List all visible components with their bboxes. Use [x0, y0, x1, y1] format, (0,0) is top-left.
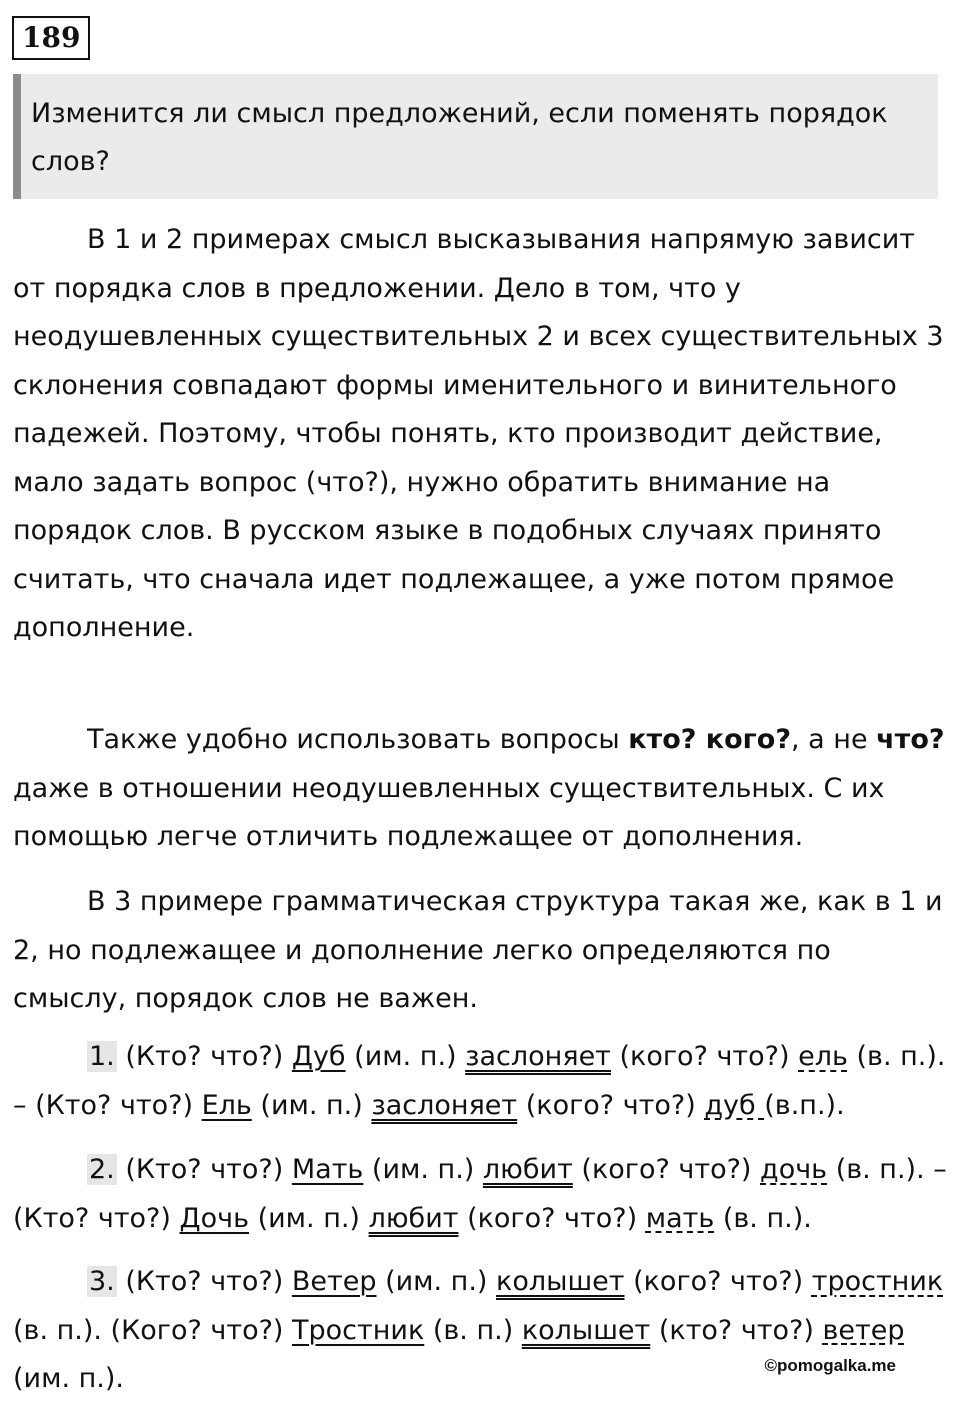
- example-text: (в. п.). – (Кто? что?): [13, 1154, 947, 1234]
- object-word: дуб: [704, 1089, 765, 1121]
- example-label: 3.: [89, 1266, 115, 1297]
- subject-word: Дочь: [179, 1202, 249, 1234]
- example-text: (им. п.).: [13, 1363, 124, 1394]
- example-text: (им. п.): [251, 1089, 372, 1121]
- subject-word: Ель: [201, 1089, 252, 1121]
- example-text: (в.п.).: [764, 1089, 845, 1121]
- example-text: (кого? что?): [572, 1154, 761, 1185]
- example-text: (Кто? что?): [116, 1154, 292, 1185]
- question-text: Изменится ли смысл предложений, если поменять порядок слов?: [31, 98, 888, 177]
- example-text: (в. п.). (Кого? что?): [13, 1314, 293, 1346]
- object-word: дочь: [760, 1154, 828, 1185]
- example-label: 2.: [89, 1154, 115, 1185]
- example-text: (кого? что?): [610, 1041, 799, 1072]
- subject-word: Тростник: [292, 1314, 425, 1346]
- example-2: [13, 1146, 948, 1243]
- example-text: (Кто? что?): [116, 1266, 292, 1297]
- example-3: [13, 1258, 948, 1404]
- object-word: тростник: [811, 1266, 944, 1297]
- example-text: (кого? что?): [624, 1266, 812, 1297]
- paragraph-2-part-2: , а не: [791, 724, 877, 755]
- paragraph-3: В 3 примере грамматическая структура такая же, как в 1 и 2, но подлежащее и дополнение легко определяются по смыслу, порядок слов не важен.: [13, 886, 943, 1014]
- subject-word: Мать: [291, 1154, 364, 1185]
- example-text: (им. п.): [345, 1041, 466, 1072]
- example-text: (им. п.): [249, 1202, 369, 1234]
- predicate-word: колышет: [521, 1314, 651, 1346]
- example-1: [13, 1033, 948, 1130]
- example-text: (им. п.): [363, 1154, 483, 1185]
- subject-word: Ветер: [291, 1266, 377, 1297]
- example-text: (в. п.). – (Кто? что?): [13, 1041, 946, 1121]
- example-text: (кого? что?): [458, 1202, 646, 1234]
- predicate-word: колышет: [496, 1266, 625, 1297]
- predicate-word: заслоняет: [465, 1041, 611, 1072]
- paragraph-2: [13, 716, 948, 862]
- example-label: 1.: [89, 1041, 115, 1072]
- question-box: [13, 74, 938, 199]
- predicate-word: заслоняет: [371, 1089, 518, 1121]
- predicate-word: любит: [368, 1202, 459, 1234]
- object-word: ель: [798, 1041, 848, 1072]
- paragraph-2-part-3: даже в отношении неодушевленных существительных. С их помощью легче отличить подлежащее от дополнения.: [13, 772, 885, 852]
- paragraph-1: В 1 и 2 примерах смысл высказывания напрямую зависит от порядка слов в предложении. Дело в том, что у неодушевленных существительных 2 и всех существительных 3 склонения совпадают формы именительного и винительного падежей. Поэтому, чтобы понять, кто производит действие, мало задать вопрос (что?), нужно обратить внимание на порядок слов. В русском языке в подобных случаях принято считать, что сначала идет подлежащее, а уже потом прямое дополнение.: [13, 224, 944, 643]
- example-text: (им. п.): [376, 1266, 497, 1297]
- example-text: (в. п.).: [714, 1202, 812, 1234]
- object-word: мать: [645, 1202, 715, 1234]
- copyright-watermark: ©pomogalka.me: [764, 1356, 896, 1375]
- example-text: (кого? что?): [517, 1089, 705, 1121]
- bold-questions-who: кто? кого?: [628, 724, 791, 755]
- task-number: 189: [12, 16, 90, 60]
- bold-question-what: что?: [876, 724, 945, 755]
- example-text: (Кто? что?): [116, 1041, 292, 1072]
- subject-word: Дуб: [291, 1041, 346, 1072]
- predicate-word: любит: [482, 1154, 573, 1185]
- paragraph-2-part-1: Также удобно использовать вопросы: [87, 724, 629, 755]
- example-text: (кто? что?): [650, 1314, 823, 1346]
- object-word: ветер: [822, 1314, 905, 1346]
- example-text: (в. п.): [424, 1314, 522, 1346]
